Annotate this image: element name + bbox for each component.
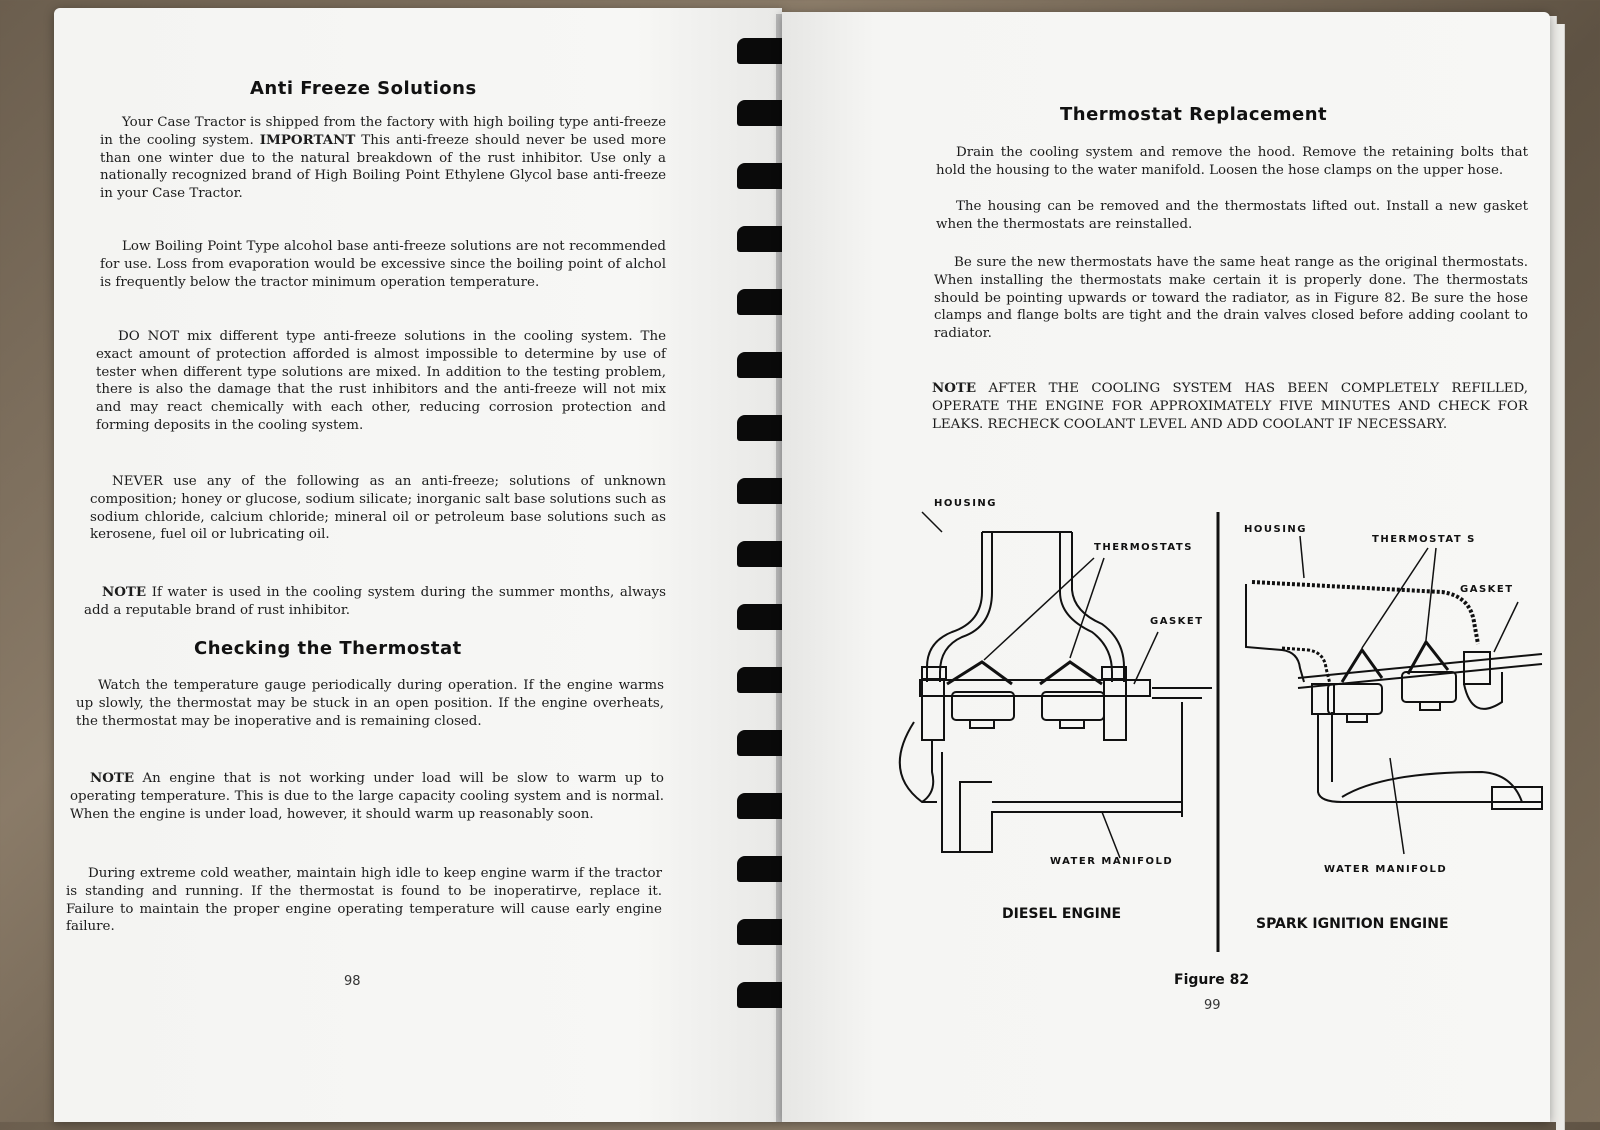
page-number-right: 99: [1204, 998, 1221, 1013]
label-spark-gasket: GASKET: [1460, 584, 1514, 595]
label-diesel-water-manifold: WATER MANIFOLD: [1050, 856, 1174, 867]
paragraph-heat-range: Be sure the new thermostats have the same heat range as the original thermostats. When installing the thermostats make certain it is properly done. The thermostats should be pointing upwards or toward the radiator, as in Figure 82. Be sure the hose clamps and flange bolts are tight and the drain valves closed before adding coolant to radiator.: [934, 255, 1528, 342]
paragraph-note-load: NOTE An engine that is not working under load will be slow to warm up to operating temperature. This is due to the large capacity cooling system and is normal. When the engine is under load, however, it should warm up reasonably soon.: [70, 770, 664, 822]
figure-caption: Figure 82: [1174, 972, 1250, 988]
label-spark-thermostats: THERMOSTAT S: [1372, 534, 1476, 545]
paragraph-housing-removed: The housing can be removed and the thermostats lifted out. Install a new gasket when the thermostats are reinstalled.: [936, 199, 1528, 232]
label-diesel-gasket: GASKET: [1150, 616, 1204, 627]
paragraph-drain-cooling: Drain the cooling system and remove the hood. Remove the retaining bolts that hold the housing to the water manifold. Loosen the hose clamps on the upper hose.: [936, 145, 1528, 178]
section-heading-anti-freeze: Anti Freeze Solutions: [250, 78, 477, 99]
left-page: [54, 8, 782, 1122]
figure-82-diagram: [842, 472, 1552, 1032]
paragraph-do-not-mix: DO NOT mix different type anti-freeze solutions in the cooling system. The exact amount of protection afforded is almost impossible to determine by use of tester when different type solutions are mixed. In addition to the testing problem, there is also the damage that the rust inhibitors and the anti-freeze will not mix and may react chemically with each other, reducing corrosion protection and forming deposits in the cooling system.: [96, 329, 666, 433]
section-heading-thermostat-replacement: Thermostat Replacement: [1060, 104, 1328, 125]
page-number-left: 98: [344, 974, 361, 989]
label-diesel-thermostats: THERMOSTATS: [1094, 542, 1193, 553]
paragraph-low-boiling: Low Boiling Point Type alcohol base anti-freeze solutions are not recommended for use. Loss from evaporation would be excessive since the boiling point of alchol is frequently below the tractor minimum operation temperature.: [100, 239, 666, 290]
diesel-engine-title: DIESEL ENGINE: [1002, 906, 1122, 922]
paragraph-note-refill: NOTE AFTER THE COOLING SYSTEM HAS BEEN COMPLETELY REFILLED, OPERATE THE ENGINE FOR APPROXIMATELY FIVE MINUTES AND CHECK FOR LEAKS. RECHECK COOLANT LEVEL AND ADD COOLANT IF NECESSARY.: [932, 380, 1528, 432]
paragraph-watch-temperature: Watch the temperature gauge periodically during operation. If the engine warms up slowly, the thermostat may be stuck in an open position. If the engine overheats, the thermostat may be inoperative and is remaining closed.: [76, 678, 664, 729]
spark-ignition-engine-title: SPARK IGNITION ENGINE: [1256, 916, 1449, 932]
paragraph-anti-freeze-intro: Your Case Tractor is shipped from the factory with high boiling type anti-freeze in the cooling system. IMPORTANT This anti-freeze should never be used more than one winter due to the natural breakdown of the rust inhibitor. Use only a nationally recognized brand of High Boiling Point Ethylene Glycol base anti-freeze in your Case Tractor.: [100, 115, 666, 202]
paragraph-note-rust-inhibitor: NOTE If water is used in the cooling system during the summer months, always add a reputable brand of rust inhibitor.: [84, 584, 666, 618]
page-stack-edge: [1556, 24, 1565, 1130]
label-spark-housing: HOUSING: [1244, 524, 1307, 535]
label-spark-water-manifold: WATER MANIFOLD: [1324, 864, 1448, 875]
right-page: [782, 12, 1550, 1122]
section-heading-checking-thermostat: Checking the Thermostat: [194, 638, 462, 659]
label-diesel-housing: HOUSING: [934, 498, 997, 509]
paragraph-never-use: NEVER use any of the following as an anti-freeze; solutions of unknown composition; honey or glucose, sodium silicate; inorganic salt base solutions such as sodium chloride, calcium chloride; mineral oil or petroleum base solutions such as kerosene, fuel oil or lubricating oil.: [90, 474, 666, 543]
paragraph-cold-weather: During extreme cold weather, maintain high idle to keep engine warm if the tractor is standing and running. If the thermostat is found to be inoperatirve, replace it. Failure to maintain the proper engine operating temperature will cause early engine failure.: [66, 866, 662, 935]
